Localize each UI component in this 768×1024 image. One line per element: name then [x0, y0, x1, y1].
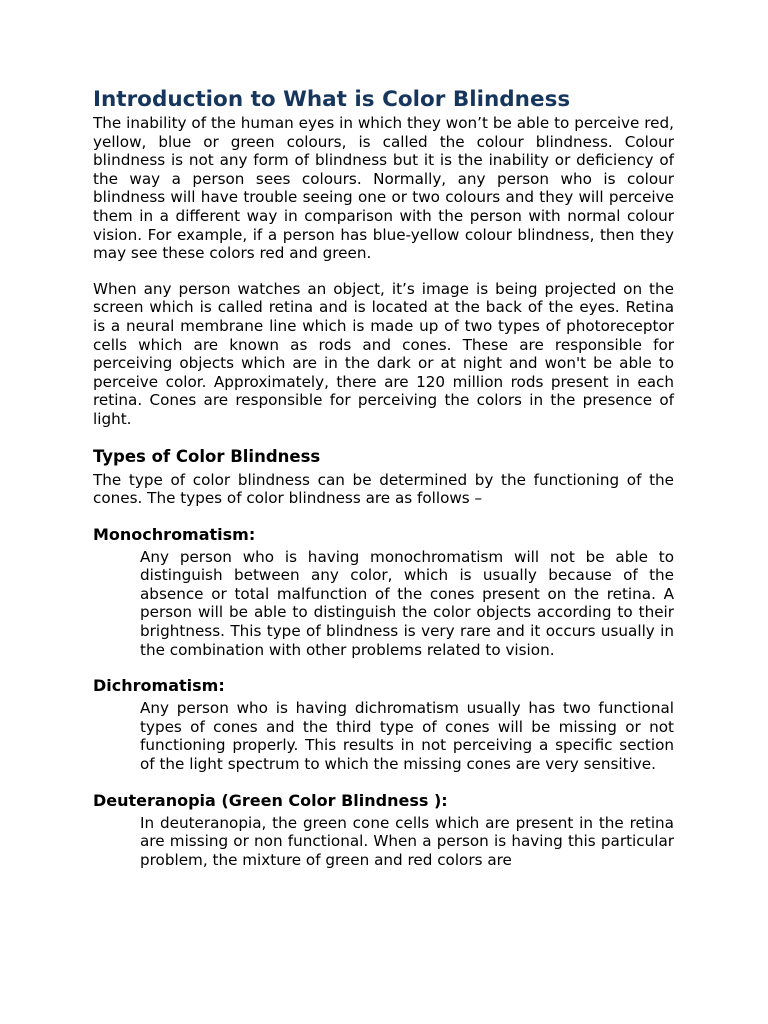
document-page — [93, 86, 674, 869]
section-body-monochromatism: Any person who is having monochromatism will not be able to distinguish between any color, which is usually because of the absence or total malfunction of the cones present on the retina. A person will be able to distinguish the color objects according to their brightness. This type of blindness is very rare and it occurs usually in the combination with other problems related to vision. — [140, 547, 674, 659]
section-body-deuteranopia: In deuteranopia, the green cone cells which are present in the retina are missing or non functional. When a person is having this particular problem, the mixture of green and red colors are — [140, 813, 674, 869]
intro-paragraph-2: When any person watches an object, it’s image is being projected on the screen which is called retina and is located at the back of the eyes. Retina is a neural membrane line which is made up of two types of photoreceptor cells which are known as rods and cones. These are responsible for perceiving objects which are in the dark or at night and won't be able to perceive color. Approximately, there are 120 million rods present in each retina. Cones are responsible for perceiving the colors in the presence of light. — [93, 279, 674, 428]
section-body-dichromatism: Any person who is having dichromatism usually has two functional types of cones and the third type of cones will be missing or not functioning properly. This results in not perceiving a specific section of the light spectrum to which the missing cones are very sensitive. — [140, 699, 674, 774]
intro-paragraph-1: The inability of the human eyes in which they won’t be able to perceive red, yellow, blue or green colours, is called the colour blindness. Colour blindness is not any form of blindness but it is the inability or deficiency of the way a person sees colours. Normally, any person who is colour blindness will have trouble seeing one or two colours and they will perceive them in a different way in comparison with the person with normal colour vision. For example, if a person has blue-yellow colour blindness, then they may see these colors red and green. — [93, 114, 674, 263]
section-heading-monochromatism: Monochromatism: — [93, 524, 256, 544]
section-heading-dichromatism: Dichromatism: — [93, 676, 225, 696]
section-heading-deuteranopia: Deuteranopia (Green Color Blindness ): — [93, 790, 448, 810]
types-heading: Types of Color Blindness — [93, 446, 321, 466]
document-title: Introduction to What is Color Blindness — [93, 87, 571, 112]
types-intro-paragraph: The type of color blindness can be determined by the functioning of the cones. The types of color blindness are as follows – — [93, 470, 674, 508]
